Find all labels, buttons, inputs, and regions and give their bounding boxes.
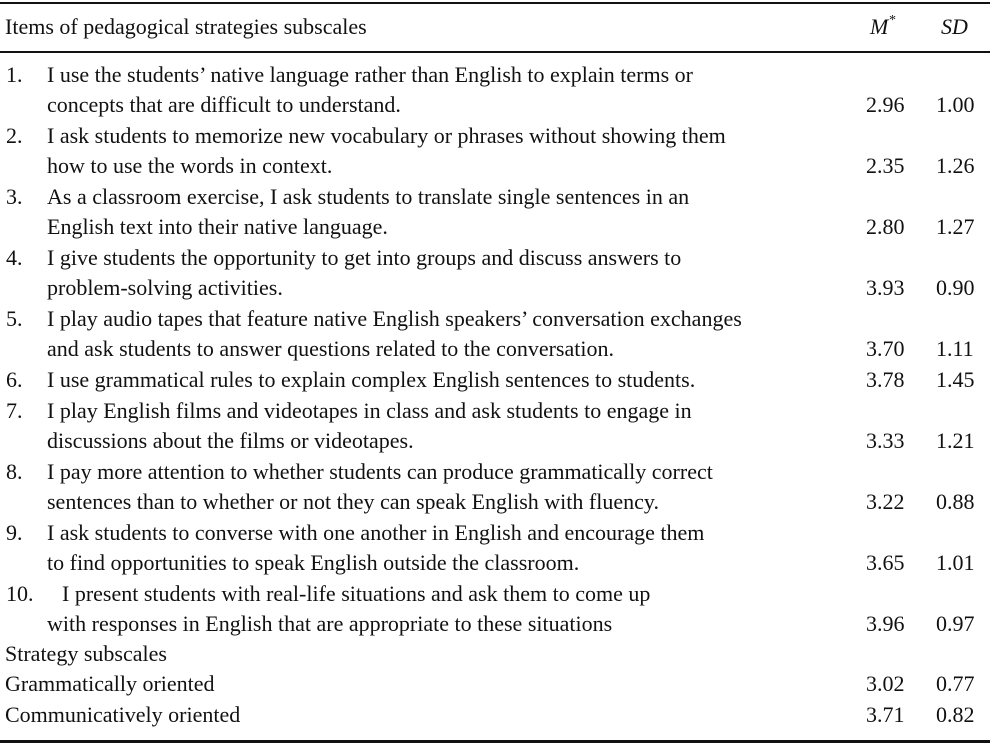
row-sd: 1.11 xyxy=(936,336,974,361)
header-mean xyxy=(870,12,895,42)
table-bottom-rule xyxy=(0,740,990,743)
row-sd: 1.27 xyxy=(936,214,975,239)
row-number: 10. xyxy=(6,581,34,606)
row-sd: 1.21 xyxy=(936,428,975,453)
header-sd: SD xyxy=(941,14,968,39)
row-text-line2: to find opportunities to speak English outside the classroom. xyxy=(47,550,580,575)
row-mean: 2.80 xyxy=(866,214,905,239)
subscale-sd: 0.82 xyxy=(936,702,975,727)
row-number: 6. xyxy=(6,367,23,392)
subscale-mean: 3.02 xyxy=(866,671,905,696)
row-sd: 0.88 xyxy=(936,489,975,514)
row-mean: 2.35 xyxy=(866,153,905,178)
row-text-line1: I use the students’ native language rather than English to explain terms or xyxy=(47,62,693,87)
row-text-line1: I give students the opportunity to get into groups and discuss answers to xyxy=(47,245,682,270)
row-sd: 1.01 xyxy=(936,550,975,575)
subscale-sd: 0.77 xyxy=(936,671,975,696)
row-text-line1: As a classroom exercise, I ask students to translate single sentences in an xyxy=(47,184,690,209)
row-text-line2: with responses in English that are appropriate to these situations xyxy=(47,611,613,636)
row-text-line2: English text into their native language. xyxy=(47,214,388,239)
row-text-line1: I play audio tapes that feature native English speakers’ conversation exchanges xyxy=(47,306,742,331)
subscale-label: Communicatively oriented xyxy=(5,702,241,727)
row-sd: 1.26 xyxy=(936,153,975,178)
header-mean-label: M xyxy=(870,14,889,39)
row-number: 8. xyxy=(6,459,23,484)
header-items: Items of pedagogical strategies subscales xyxy=(5,14,367,39)
row-text-line2: and ask students to answer questions related to the conversation. xyxy=(47,336,614,361)
row-text-line2: problem-solving activities. xyxy=(47,275,283,300)
row-text-line2: discussions about the films or videotapes. xyxy=(47,428,414,453)
row-mean: 2.96 xyxy=(866,92,905,117)
row-mean: 3.96 xyxy=(866,611,905,636)
row-mean: 3.93 xyxy=(866,275,905,300)
row-number: 7. xyxy=(6,398,23,423)
row-sd: 0.97 xyxy=(936,611,975,636)
subscales-heading: Strategy subscales xyxy=(5,641,167,666)
row-text-line1: I play English films and videotapes in class and ask students to engage in xyxy=(47,398,692,423)
row-text-line1: I ask students to memorize new vocabulary or phrases without showing them xyxy=(47,123,726,148)
row-number: 5. xyxy=(6,306,23,331)
row-text-line2: how to use the words in context. xyxy=(47,153,333,178)
row-number: 4. xyxy=(6,245,23,270)
row-mean: 3.78 xyxy=(866,367,905,392)
table-header-rule xyxy=(0,51,990,53)
row-text-line1: I pay more attention to whether students can produce grammatically correct xyxy=(47,459,713,484)
row-number: 9. xyxy=(6,520,23,545)
row-sd: 0.90 xyxy=(936,275,975,300)
row-sd: 1.45 xyxy=(936,367,975,392)
row-text-line1: I present students with real-life situations and ask them to come up xyxy=(62,581,651,606)
header-mean-note: * xyxy=(888,12,896,28)
subscale-label: Grammatically oriented xyxy=(5,671,215,696)
row-text-line1: I use grammatical rules to explain complex English sentences to students. xyxy=(47,367,696,392)
row-mean: 3.22 xyxy=(866,489,905,514)
table-top-rule xyxy=(0,2,990,4)
row-text-line2: sentences than to whether or not they can speak English with fluency. xyxy=(47,489,659,514)
row-number: 3. xyxy=(6,184,23,209)
row-number: 1. xyxy=(6,62,23,87)
row-sd: 1.00 xyxy=(936,92,975,117)
row-mean: 3.33 xyxy=(866,428,905,453)
subscale-mean: 3.71 xyxy=(866,702,905,727)
row-mean: 3.70 xyxy=(866,336,905,361)
row-number: 2. xyxy=(6,123,23,148)
row-mean: 3.65 xyxy=(866,550,905,575)
row-text-line2: concepts that are difficult to understand. xyxy=(47,92,401,117)
row-text-line1: I ask students to converse with one another in English and encourage them xyxy=(47,520,705,545)
